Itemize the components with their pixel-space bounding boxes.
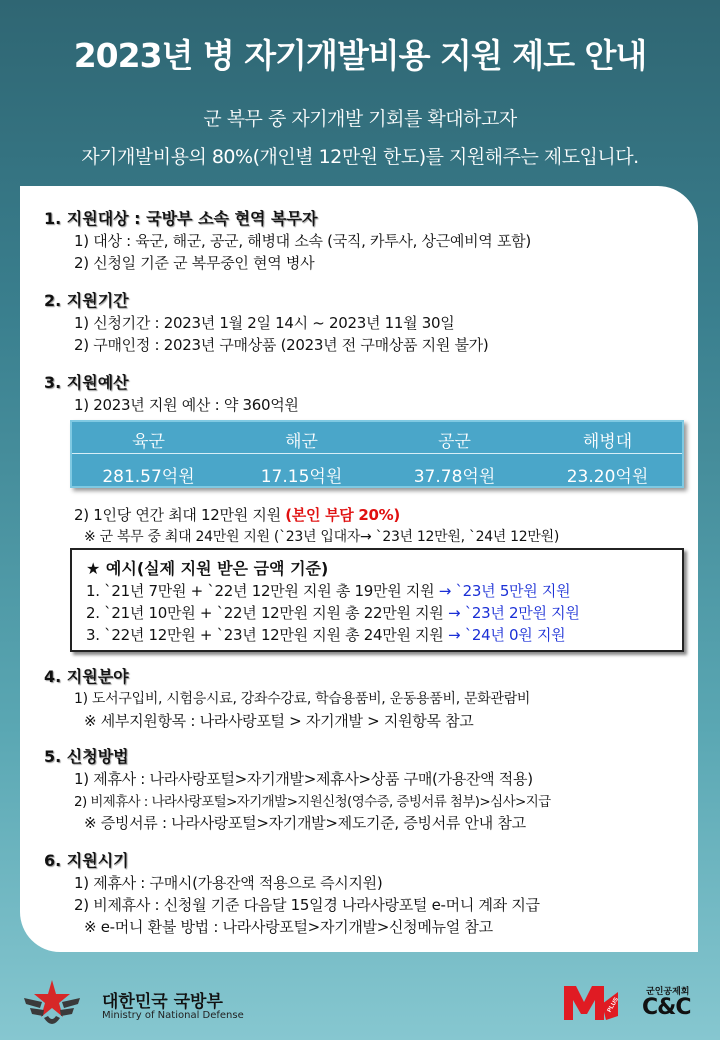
example-row-2-text: 2. `21년 10만원 + `22년 12만원 지원 총 22만원 지원 xyxy=(86,604,448,622)
budget-item-2-text: 2) 1인당 연간 최대 12만원 지원 xyxy=(74,506,286,524)
section-method-heading: 5. 신청방법 xyxy=(44,747,129,766)
period-item-2: 2) 구매인정 : 2023년 구매상품 (2023년 전 구매상품 지원 불가) xyxy=(74,336,489,354)
mnd-english-name: Ministry of National Defense xyxy=(102,1010,244,1021)
example-row-3 xyxy=(86,624,565,645)
section-budget-heading: 3. 지원예산 xyxy=(44,373,129,392)
budget-value-airforce: 37.78억원 xyxy=(413,467,496,487)
budget-value-army: 281.57억원 xyxy=(102,467,195,487)
mnd-emblem-icon xyxy=(22,972,82,1032)
example-box xyxy=(70,548,684,652)
budget-header-army: 육군 xyxy=(132,432,165,452)
budget-item-2 xyxy=(74,504,400,525)
example-row-3-text: 3. `22년 12만원 + `23년 12만원 지원 총 24만원 지원 xyxy=(86,626,448,644)
method-item-2: 2) 비제휴사 : 나라사랑포털>자기개발>지원신청(영수증, 증빙서류 첨부)>심사>지급 xyxy=(74,794,551,810)
timing-item-2: 2) 비제휴사 : 신청월 기준 다음달 15일경 나라사랑포털 e-머니 계좌 지급 xyxy=(74,896,540,914)
budget-value-marines: 23.20억원 xyxy=(566,467,649,487)
example-row-2-result: → `23년 2만원 지원 xyxy=(447,604,580,622)
page-title: 2023년 병 자기개발비용 지원 제도 안내 xyxy=(73,36,647,75)
cc-name: C&C xyxy=(642,995,691,1020)
budget-header-airforce: 공군 xyxy=(438,432,471,452)
budget-header-navy: 해군 xyxy=(285,432,318,452)
method-item-1: 1) 제휴사 : 나라사랑포털>자기개발>제휴사>상품 구매(가용잔액 적용) xyxy=(74,770,533,788)
field-note: ※ 세부지원항목 : 나라사랑포털 > 자기개발 > 지원항목 참고 xyxy=(84,712,474,730)
subtitle-line-2: 자기개발비용의 80%(개인별 12만원 한도)를 지원해주는 제도입니다. xyxy=(81,146,639,168)
example-row-1 xyxy=(86,580,570,601)
example-row-1-result: → `23년 5만원 지원 xyxy=(438,582,571,600)
budget-header-marines: 해병대 xyxy=(582,432,633,452)
section-target-heading: 1. 지원대상 : 국방부 소속 현역 복무자 xyxy=(44,209,318,228)
budget-table-header xyxy=(72,422,682,454)
target-item-2: 2) 신청일 기준 군 복무중인 현역 병사 xyxy=(74,254,315,272)
target-item-1: 1) 대상 : 육군, 해군, 공군, 해병대 소속 (국직, 카투사, 상근예비역 포함) xyxy=(74,232,531,250)
example-row-3-result: → `24년 0원 지원 xyxy=(447,626,566,644)
cc-korean-name: 군인공제회 xyxy=(646,987,690,997)
section-field-heading: 4. 지원분야 xyxy=(44,667,129,686)
budget-item-1: 1) 2023년 지원 예산 : 약 360억원 xyxy=(74,396,299,414)
example-row-2 xyxy=(86,602,580,623)
timing-note: ※ e-머니 환불 방법 : 나라사랑포털>자기개발>신청메뉴얼 참고 xyxy=(84,918,493,936)
method-note: ※ 증빙서류 : 나라사랑포털>자기개발>제도기준, 증빙서류 안내 참고 xyxy=(84,814,526,832)
budget-value-navy: 17.15억원 xyxy=(260,467,343,487)
budget-table xyxy=(70,420,684,488)
section-timing-heading: 6. 지원시기 xyxy=(44,851,129,870)
budget-note: ※ 군 복무 중 최대 24만원 지원 (`23년 입대자→ `23년 12만원, `24년 12만원) xyxy=(84,529,560,545)
self-pay-highlight: (본인 부담 20%) xyxy=(285,506,400,524)
cc-badge-text: PLUS xyxy=(606,996,620,1014)
field-item-1: 1) 도서구입비, 시험응시료, 강좌수강료, 학습용품비, 운동용품비, 문화관람비 xyxy=(74,691,531,707)
example-row-1-text: 1. `21년 7만원 + `22년 12만원 지원 총 19만원 지원 xyxy=(86,582,439,600)
cc-logo-icon xyxy=(562,982,620,1022)
example-title: ★ 예시(실제 지원 받은 금액 기준) xyxy=(86,559,329,578)
timing-item-1: 1) 제휴사 : 구매시(가용잔액 적용으로 즉시지원) xyxy=(74,874,383,892)
section-period-heading: 2. 지원기간 xyxy=(44,291,129,310)
subtitle-line-1: 군 복무 중 자기개발 기회를 확대하고자 xyxy=(203,108,517,130)
period-item-1: 1) 신청기간 : 2023년 1월 2일 14시 ~ 2023년 11월 30일 xyxy=(74,314,455,332)
mnd-name: 대한민국 국방부 xyxy=(102,992,223,1012)
